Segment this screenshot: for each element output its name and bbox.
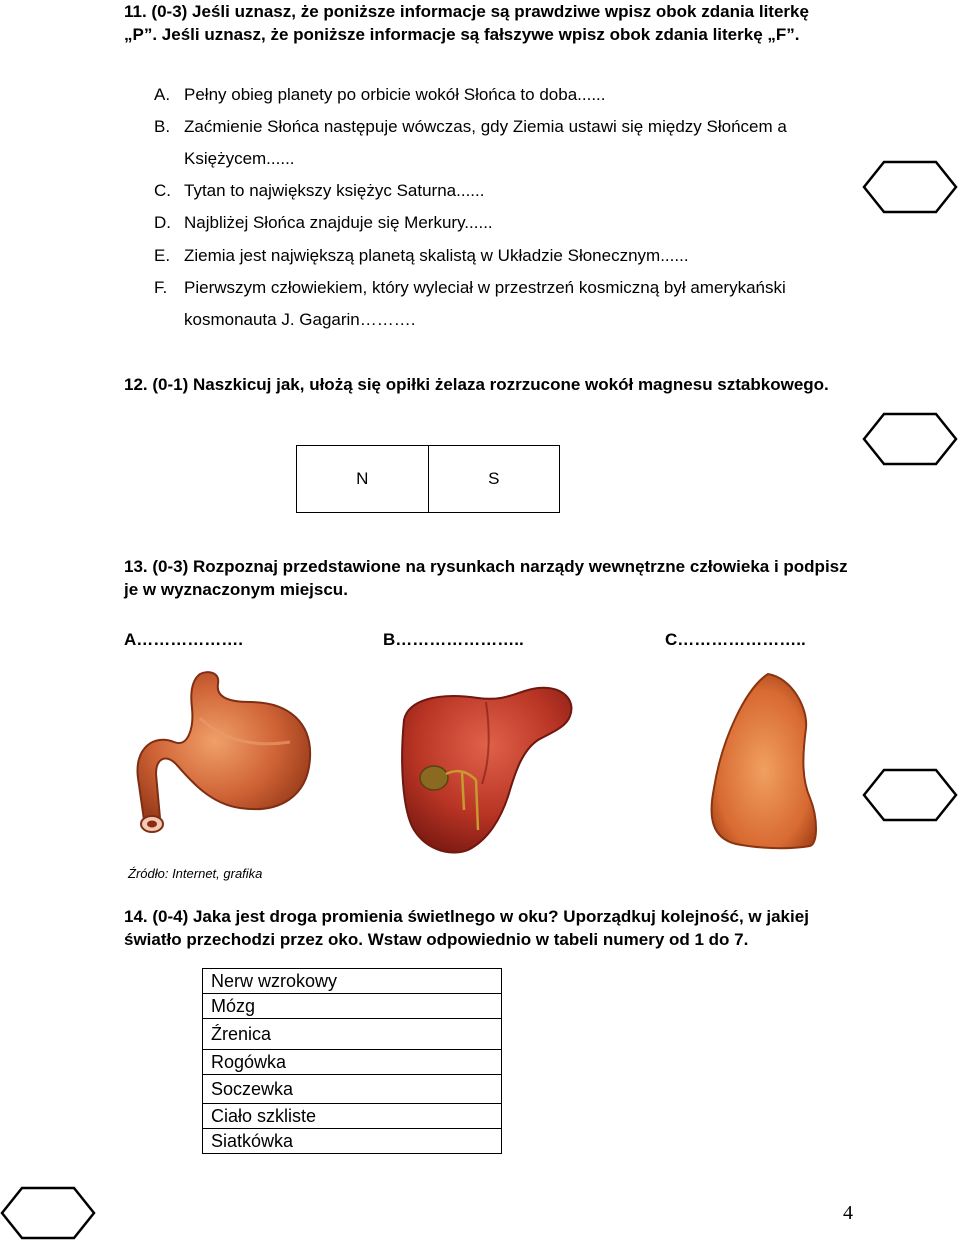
table-row xyxy=(203,1019,502,1050)
table-row xyxy=(203,1129,502,1154)
magnet-pole-s: S xyxy=(488,469,500,488)
item-letter: D. xyxy=(154,213,171,232)
item-text: Ziemia jest największą planetą skalistą w Układzie Słonecznym...... xyxy=(184,246,689,265)
q11-item-a xyxy=(154,84,854,106)
table-cell: Rogówka xyxy=(203,1050,502,1075)
item-text-continued: Księżycem...... xyxy=(184,149,295,168)
stomach-image xyxy=(130,668,320,848)
table-cell: Mózg xyxy=(203,994,502,1019)
organ-label-a: A………………. xyxy=(124,630,243,649)
item-letter: E. xyxy=(154,246,171,265)
item-letter: A. xyxy=(154,85,171,104)
score-box-q11 xyxy=(862,160,958,214)
q12-title: 12. (0-1) Naszkicuj jak, ułożą się opiłki żelaza rozrzucone wokół magnesu sztabkowego. xyxy=(124,375,829,394)
item-text: Pełny obieg planety po orbicie wokół Słońca to doba...... xyxy=(184,85,606,104)
table-cell: Soczewka xyxy=(203,1075,502,1104)
table-cell: Siatkówka xyxy=(203,1129,502,1154)
q11-item-b xyxy=(154,116,854,170)
q11-item-c xyxy=(154,180,854,202)
organ-label-c: C………………….. xyxy=(665,630,806,649)
image-source: Źródło: Internet, grafika xyxy=(128,866,263,881)
score-box-q14 xyxy=(0,1186,96,1240)
table-row xyxy=(203,1050,502,1075)
item-text-continued: kosmonauta J. Gagarin………. xyxy=(184,310,416,329)
score-box-q12 xyxy=(862,412,958,466)
table-cell: Nerw wzrokowy xyxy=(203,969,502,994)
item-text: Zaćmienie Słońca następuje wówczas, gdy Ziemia ustawi się między Słońcem a xyxy=(184,117,787,136)
organ-label-b: B………………….. xyxy=(383,630,524,649)
table-row xyxy=(203,994,502,1019)
table-row xyxy=(203,1075,502,1104)
page-number: 4 xyxy=(843,1202,853,1224)
item-letter: F. xyxy=(154,278,168,297)
lung-image xyxy=(706,668,826,853)
table-row xyxy=(203,969,502,994)
q13-title: 13. (0-3) Rozpoznaj przedstawione na rysunkach narządy wewnętrzne człowieka i podpisz je w wyznaczonym miejscu. xyxy=(124,557,848,599)
table-cell: Źrenica xyxy=(203,1019,502,1050)
item-text: Pierwszym człowiekiem, który wyleciał w przestrzeń kosmiczną był amerykański xyxy=(184,278,786,297)
q14-title: 14. (0-4) Jaka jest droga promienia świetlnego w oku? Uporządkuj kolejność, w jakiej światło przechodzi przez oko. Wstaw odpowiednio w tabeli numery od 1 do 7. xyxy=(124,907,809,949)
item-letter: B. xyxy=(154,117,171,136)
score-box-q13 xyxy=(862,768,958,822)
bar-magnet xyxy=(296,445,560,513)
q11-item-e xyxy=(154,245,854,267)
table-row xyxy=(203,1104,502,1129)
q11-item-d xyxy=(154,212,854,234)
liver-image xyxy=(398,680,578,860)
item-letter: C. xyxy=(154,181,171,200)
item-text: Najbliżej Słońca znajduje się Merkury...... xyxy=(184,213,493,232)
q11-title: 11. (0-3) Jeśli uznasz, że poniższe informacje są prawdziwe wpisz obok zdania literkę „P”. Jeśli uznasz, że poniższe informacje są fałszywe wpisz obok zdania literkę „F”. xyxy=(124,2,809,44)
q11-item-f xyxy=(154,277,854,331)
eye-order-table xyxy=(202,968,502,1154)
table-cell: Ciało szkliste xyxy=(203,1104,502,1129)
magnet-pole-n: N xyxy=(297,446,429,512)
item-text: Tytan to największy księżyc Saturna...... xyxy=(184,181,485,200)
